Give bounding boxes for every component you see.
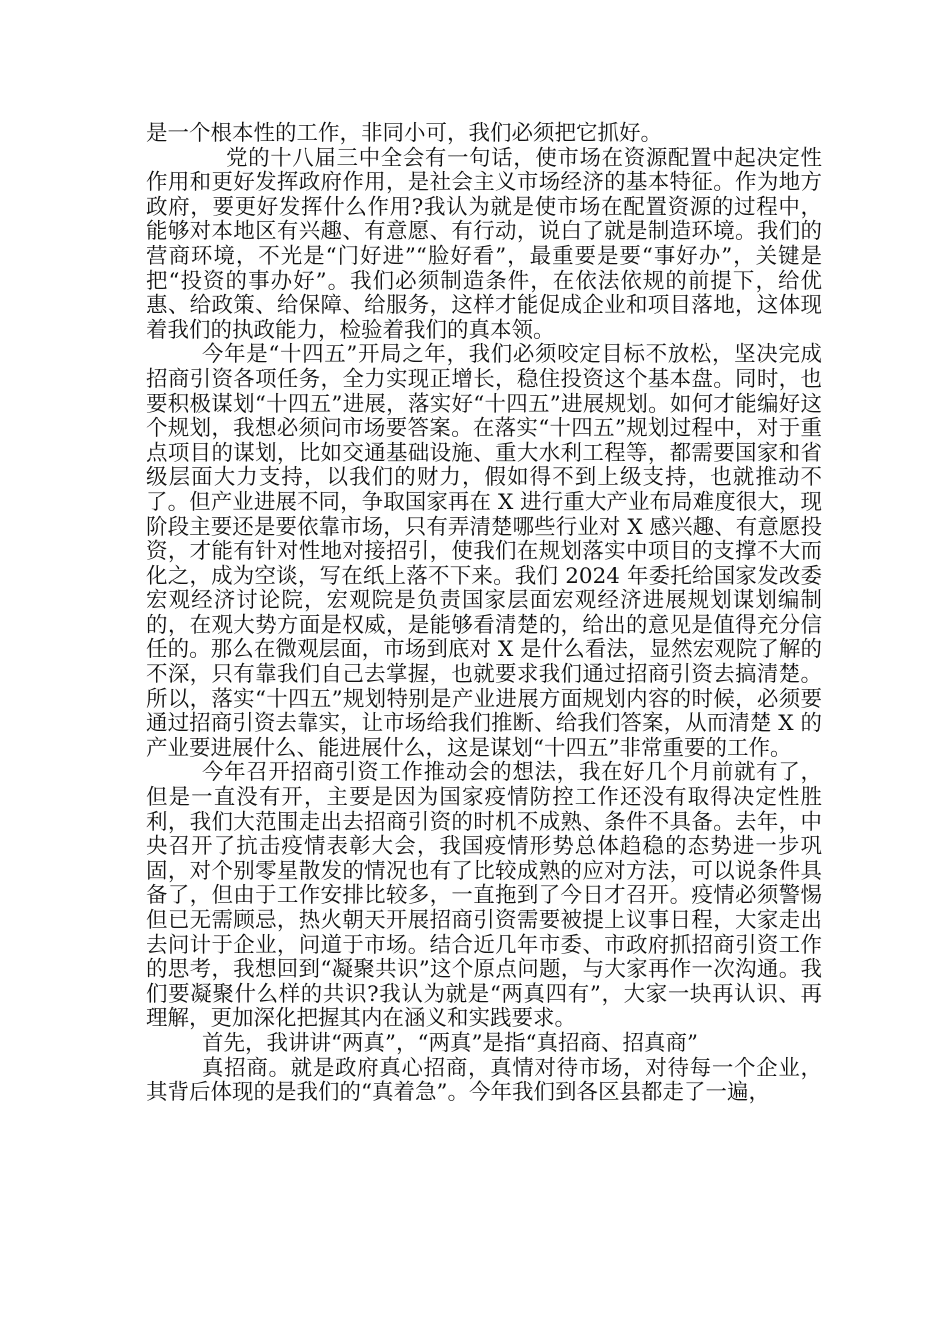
paragraph: 首先，我讲讲“两真”，“两真”是指“真招商、招真商” (202, 1030, 698, 1056)
paragraph: 今年召开招商引资工作推动会的想法，我在好几个月前就有了，但是一直没有开，主要是因为国家疫情防控工作还没有取得决定性胜利，我们大范围走出去招商引资的时机不成熟、条件不具备。去年，中央召开了抗击疫情表彰大会，我国疫情形势总体趋稳的态势进一步巩固，对个别零星散发的情况也有了比较成熟的应对方法，可以说条件具备了，但由于工作安排比较多，一直拖到了今日才召开。疫情必须警惕但已无需顾忌，热火朝天开展招商引资需要被提上议事日程，大家走出去问计于企业，问道于市场。结合近几年市委、市政府抓招商引资工作的思考，我想回到“凝聚共识”这个原点问题，与大家再作一次沟通。我们要凝聚什么样的共识?我认为就是“两真四有”，大家一块再认识、再理解，更加深化把握其内在涵义和实践要求。 (146, 760, 822, 1032)
paragraph: 是一个根本性的工作，非同小可，我们必须把它抓好。 (146, 121, 663, 146)
paragraph: 今年是“十四五”开局之年，我们必须咬定目标不放松，坚决完成招商引资各项任务，全力实现正增长，稳住投资这个基本盘。同时，也要积极谋划“十四五”进展，落实好“十四五”进展规划。如何才能编好这个规划，我想必须问市场要答案。在落实“十四五”规划过程中，对于重点项目的谋划，比如交通基础设施、重大水利工程等，都需要国家和省级层面大力支持，以我们的财力，假如得不到上级支持，也就推动不了。但产业进展不同，争取国家再在 X 进行重大产业布局难度很大，现阶段主要还是要依靠市场，只有弄清楚哪些行业对 X 感兴趣、有意愿投资，才能有针对性地对接招引，使我们在规划落实中项目的支撑不大而化之，成为空谈，写在纸上落不下来。我们 2024 年委托给国家发改委宏观经济讨论院，宏观院是负责国家层面宏观经济进展规划谋划编制的，在观大势方面是权威，是能够看清楚的，给出的意见是值得充分信任的。那么在微观层面，市场到底对 X 是什么看法，显然宏观院了解的不深，只有靠我们自己去掌握，也就要求我们通过招商引资去搞清楚。所以，落实“十四五”规划特别是产业进展方面规划内容的时候，必须要通过招商引资去靠实，让市场给我们推断、给我们答案，从而清楚 X 的产业要进展什么、能进展什么，这是谋划“十四五”非常重要的工作。 (146, 342, 822, 761)
paragraph: 党的十八届三中全会有一句话，使市场在资源配置中起决定性作用和更好发挥政府作用，是社会主义市场经济的基本特征。作为地方政府，要更好发挥什么作用?我认为就是使市场在配置资源的过程中，能够对本地区有兴趣、有意愿、有行动，说白了就是制造环境。我们的营商环境，不光是“门好进”“脸好看”，最重要是要“事好办”，关键是把“投资的事办好”。我们必须制造条件，在依法依规的前提下，给优惠、给政策、给保障、给服务，这样才能促成企业和项目落地，这体现着我们的执政能力，检验着我们的真本领。 (146, 145, 822, 343)
paragraph: 真招商。就是政府真心招商，真情对待市场，对待每一个企业，其背后体现的是我们的“真着急”。今年我们到各区县都走了一遍， (146, 1055, 822, 1106)
document-body (146, 122, 822, 1106)
